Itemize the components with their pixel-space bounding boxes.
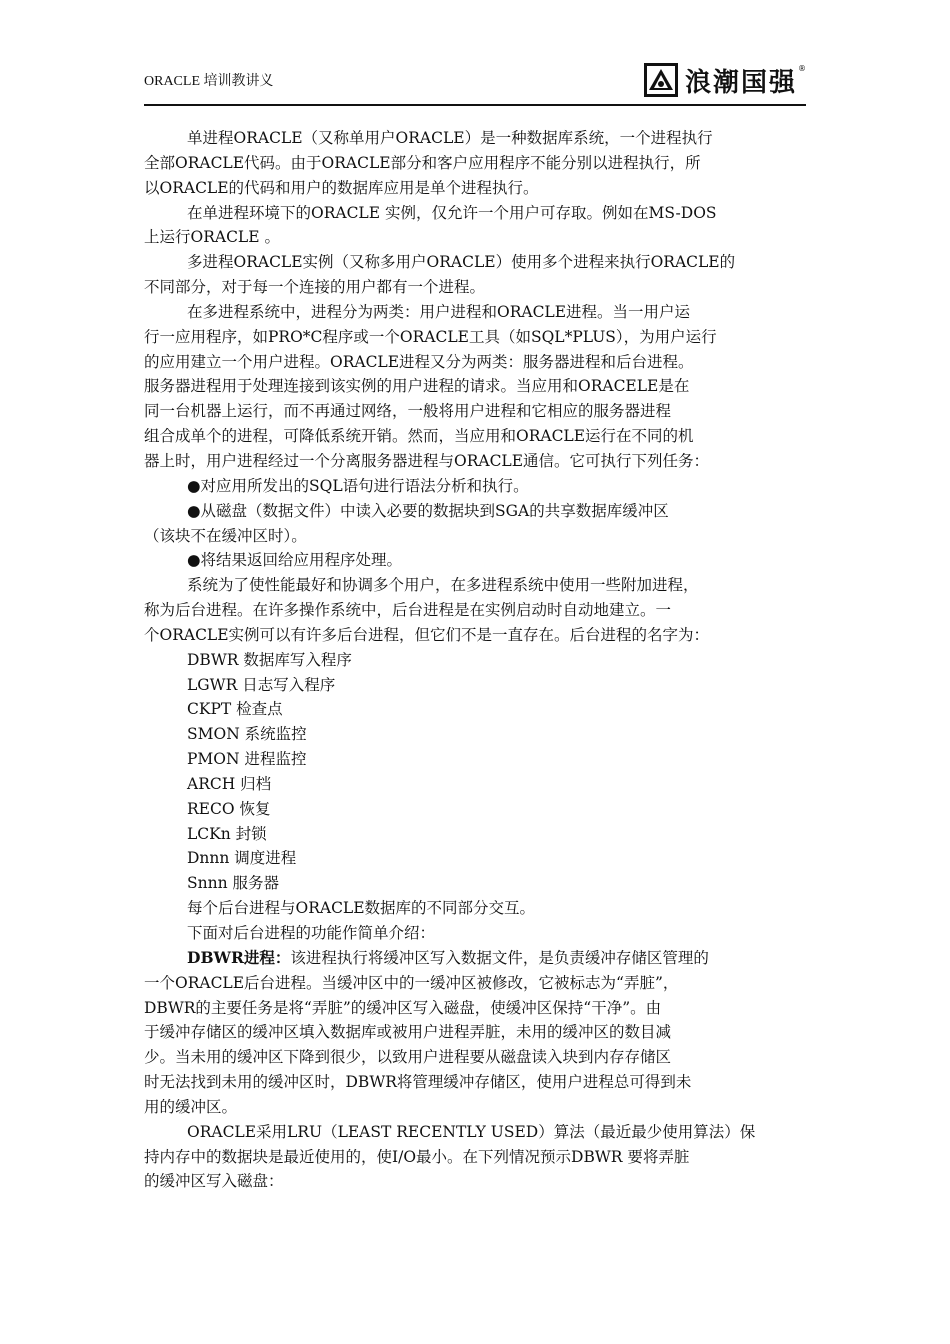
body-line: 下面对后台进程的功能作简单介绍： bbox=[187, 924, 436, 942]
body-line: 不同部分，对于每一个连接的用户都有一个进程。 bbox=[144, 278, 486, 297]
body-line: 全部ORACLE代码。由于ORACLE部分和客户应用程序不能分别以进程执行，所 bbox=[144, 153, 701, 172]
document-body bbox=[144, 126, 809, 1194]
process-list-item: LCKn 封锁 bbox=[187, 824, 267, 843]
body-line: 上运行ORACLE 。 bbox=[144, 228, 280, 247]
process-list-item: ARCH 归档 bbox=[187, 774, 272, 793]
body-line: 行一应用程序，如PRO*C程序或一个ORACLE工具（如SQL*PLUS），为用户运行 bbox=[144, 327, 717, 346]
process-list-item: SMON 系统监控 bbox=[187, 725, 307, 744]
body-line: 于缓冲存储区的缓冲区填入数据库或被用户进程弄脏，未用的缓冲区的数目减 bbox=[144, 1023, 672, 1042]
body-line: 个ORACLE实例可以有许多后台进程，但它们不是一直存在。后台进程的名字为： bbox=[144, 625, 710, 644]
body-line: 多进程ORACLE实例（又称多用户ORACLE）使用多个进程来执行ORACLE的 bbox=[187, 253, 736, 272]
body-line: 称为后台进程。在许多操作系统中，后台进程是在实例启动时自动地建立。一 bbox=[144, 601, 672, 620]
header-title: ORACLE 培训教讲义 bbox=[144, 74, 274, 89]
process-list-item: PMON 进程监控 bbox=[187, 750, 307, 769]
process-list-item: CKPT 检查点 bbox=[187, 700, 283, 719]
logo-text: 浪潮国强 bbox=[684, 67, 797, 98]
logo-registered-mark: ® bbox=[798, 63, 806, 73]
body-line: 每个后台进程与ORACLE数据库的不同部分交互。 bbox=[187, 899, 536, 918]
bullet-item: ●将结果返回给应用程序处理。 bbox=[187, 551, 403, 570]
body-line: 一个ORACLE后台进程。当缓冲区中的一缓冲区被修改，它被标志为“弄脏”， bbox=[144, 973, 679, 992]
body-line: 系统为了使性能最好和协调多个用户，在多进程系统中使用一些附加进程， bbox=[187, 576, 699, 595]
dbwr-heading: DBWR进程： bbox=[187, 947, 291, 967]
body-line: ORACLE采用LRU（LEAST RECENTLY USED）算法（最近最少使用算法）保 bbox=[187, 1122, 756, 1141]
body-line: 的缓冲区写入磁盘： bbox=[144, 1172, 284, 1191]
page-header bbox=[144, 60, 806, 106]
body-line: 少。当未用的缓冲区下降到很少，以致用户进程要从磁盘读入块到内存存储区 bbox=[144, 1048, 672, 1067]
process-list-item: DBWR 数据库写入程序 bbox=[187, 650, 352, 669]
body-line: 的应用建立一个用户进程。ORACLE进程又分为两类：服务器进程和后台进程。 bbox=[144, 352, 694, 371]
company-logo bbox=[643, 60, 806, 100]
logo-emblem-icon bbox=[643, 62, 679, 98]
body-line: 时无法找到未用的缓冲区时，DBWR将管理缓冲存储区，使用户进程总可得到未 bbox=[144, 1073, 692, 1092]
body-line: 单进程ORACLE（又称单用户ORACLE）是一种数据库系统，一个进程执行 bbox=[187, 129, 713, 147]
process-list-item: RECO 恢复 bbox=[187, 799, 271, 818]
body-line: 在多进程系统中，进程分为两类：用户进程和ORACLE进程。当一用户运 bbox=[187, 302, 691, 321]
dbwr-text: 该进程执行将缓冲区写入数据文件，是负责缓冲存储区管理的 bbox=[290, 948, 709, 967]
body-line: 服务器进程用于处理连接到该实例的用户进程的请求。当应用和ORACELE是在 bbox=[144, 377, 690, 396]
body-line: 持内存中的数据块是最近使用的，使I/O最小。在下列情况预示DBWR 要将弄脏 bbox=[144, 1147, 690, 1166]
body-line: 组合成单个的进程，可降低系统开销。然而，当应用和ORACLE运行在不同的机 bbox=[144, 427, 694, 446]
process-list-item: Snnn 服务器 bbox=[187, 874, 279, 893]
body-line: 用的缓冲区。 bbox=[144, 1097, 238, 1116]
header-divider bbox=[144, 104, 806, 106]
dbwr-line bbox=[144, 946, 809, 971]
body-line: DBWR的主要任务是将“弄脏”的缓冲区写入磁盘，使缓冲区保持“干净”。由 bbox=[144, 998, 662, 1017]
bullet-item: ●从磁盘（数据文件）中读入必要的数据块到SGA的共享数据库缓冲区 bbox=[187, 501, 669, 520]
body-line: 同一台机器上运行，而不再通过网络，一般将用户进程和它相应的服务器进程 bbox=[144, 402, 672, 421]
body-line: 在单进程环境下的ORACLE 实例，仅允许一个用户可存取。例如在MS-DOS bbox=[187, 203, 717, 222]
body-line: （该块不在缓冲区时）。 bbox=[144, 526, 307, 545]
bullet-item: ●对应用所发出的SQL语句进行语法分析和执行。 bbox=[187, 476, 529, 495]
body-line: 器上时，用户进程经过一个分离服务器进程与ORACLE通信。它可执行下列任务： bbox=[144, 451, 710, 470]
process-list-item: Dnnn 调度进程 bbox=[187, 849, 297, 868]
process-list-item: LGWR 日志写入程序 bbox=[187, 675, 336, 694]
body-line: 以ORACLE的代码和用户的数据库应用是单个进程执行。 bbox=[144, 178, 539, 197]
